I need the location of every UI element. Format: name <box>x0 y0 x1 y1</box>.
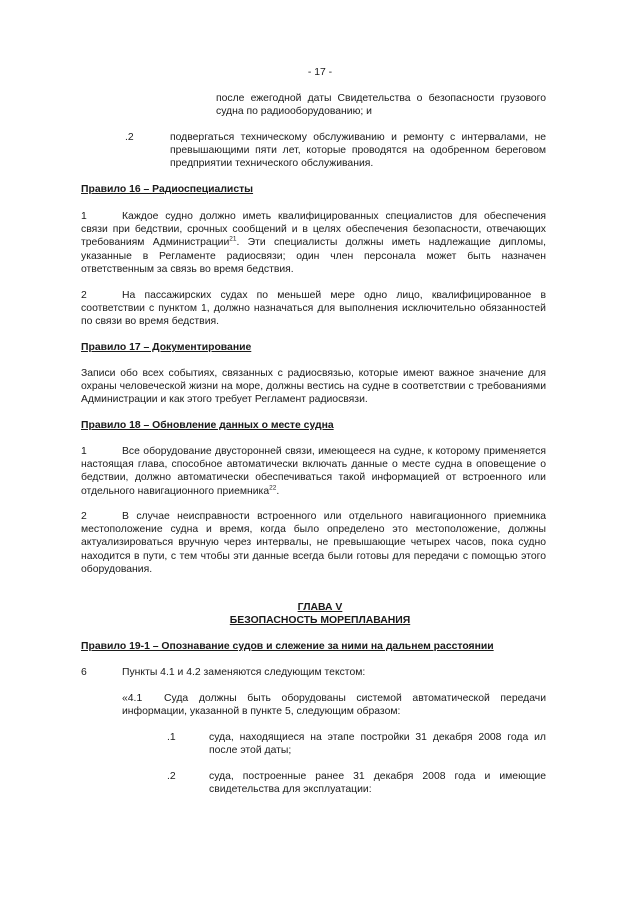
rule-16-p2-number: 2 <box>81 290 87 301</box>
rule-18-p2: В случае неисправности встроенного или отдельного навигационного приемника местоположение судна и время, когда было определено это местоположение, должны актуализироваться вручную через интервалы, не превышающие четырех часов, пока судно находится в пути, с тем чтобы эти данные всегда были готовы для передачи с помощью этого оборудования. <box>81 511 546 575</box>
rule-16-p2: На пассажирских судах по меньшей мере одно лицо, квалифицированное в соответствии с пунктом 1, должно назначаться для выполнения исключительно обязанностей по связи во время бедствия. <box>81 290 546 328</box>
rule-16-p1-number: 1 <box>81 211 87 222</box>
rule-16-p1-text-a: Каждое судно должно иметь квалифицированных специалистов для обеспечения связи при бедствии, срочных сообщений и в целях обеспечения безопасности, отвечающих требованиям Администрации <box>81 211 546 249</box>
rule-18-heading-text: Правило 18 – Обновление данных о месте судна <box>81 420 334 431</box>
rule-18-p1 <box>81 445 546 498</box>
rule-18-p1-text-b: . <box>276 485 280 497</box>
rule-18-p2-number: 2 <box>81 511 87 522</box>
quote-4-1-text: Суда должны быть оборудованы системой автоматической передачи информации, указанной в пункте 5, следующим образом: <box>122 693 546 718</box>
rule-16-p1-text-b: . Эти специалисты должны иметь надлежащие дипломы, указанные в Регламенте радиосвязи; один член персонала может быть назначен ответственным за связь во время бедствия. <box>81 237 546 275</box>
rule-19-1-heading-text: Правило 19-1 – Опознавание судов и слежение за ними на дальнем расстоянии <box>81 641 494 652</box>
rule-17-heading-text: Правило 17 – Документирование <box>81 342 252 353</box>
sub-item-1-label: .1 <box>167 732 176 743</box>
rule-18-heading <box>81 419 334 432</box>
footnote-ref-22: 22 <box>269 484 277 492</box>
rule-19-1-p6-text: Пункты 4.1 и 4.2 заменяются следующим текстом: <box>122 667 366 678</box>
quote-4-1-label: «4.1 <box>122 693 143 704</box>
item-2-label: .2 <box>125 132 134 143</box>
rule-17-heading <box>81 341 251 354</box>
rule-16-p1 <box>81 210 546 276</box>
rule-17-text: Записи обо всех событиях, связанных с радиосвязью, которые имеют важное значение для охраны человеческой жизни на море, должны вестись на судне в соответствии с требованиями Администрации и как этого требует Регламент радиосвязи. <box>81 368 546 406</box>
rule-16-heading <box>81 183 253 196</box>
rule-18-p1-text-a: Все оборудование двусторонней связи, имеющееся на судне, к которому применяется настоящая глава, способное автоматически включать данные о месте судна в оповещение о бедствии, должно автоматически обеспечиваться такой информацией от встроенного или отдельного навигационного приемника <box>81 446 546 497</box>
page-number: - 17 - <box>307 67 333 78</box>
chapter-title: БЕЗОПАСНОСТЬ МОРЕПЛАВАНИЯ <box>229 615 411 626</box>
footnote-ref-21: 21 <box>229 235 237 243</box>
continuation-text: после ежегодной даты Свидетельства о безопасности грузового судна по радиооборудованию; и <box>216 93 546 118</box>
rule-18-p1-number: 1 <box>81 446 87 457</box>
rule-19-1-heading <box>81 640 494 653</box>
rule-16-heading-text: Правило 16 – Радиоспециалисты <box>81 184 254 195</box>
item-2-text: подвергаться техническому обслуживанию и ремонту с интервалами, не превышающими пяти лет, которые проводятся на одобренном береговом предприятии технического обслуживания. <box>170 132 546 170</box>
sub-item-2-text: суда, построенные ранее 31 декабря 2008 года и имеющие свидетельства для эксплуатации: <box>209 771 546 796</box>
rule-19-1-p6-number: 6 <box>81 667 87 678</box>
sub-item-1-text: суда, находящиеся на этапе постройки 31 декабря 2008 года ил после этой даты; <box>209 732 546 757</box>
chapter-number: ГЛАВА V <box>297 602 343 613</box>
sub-item-2-label: .2 <box>167 771 176 782</box>
